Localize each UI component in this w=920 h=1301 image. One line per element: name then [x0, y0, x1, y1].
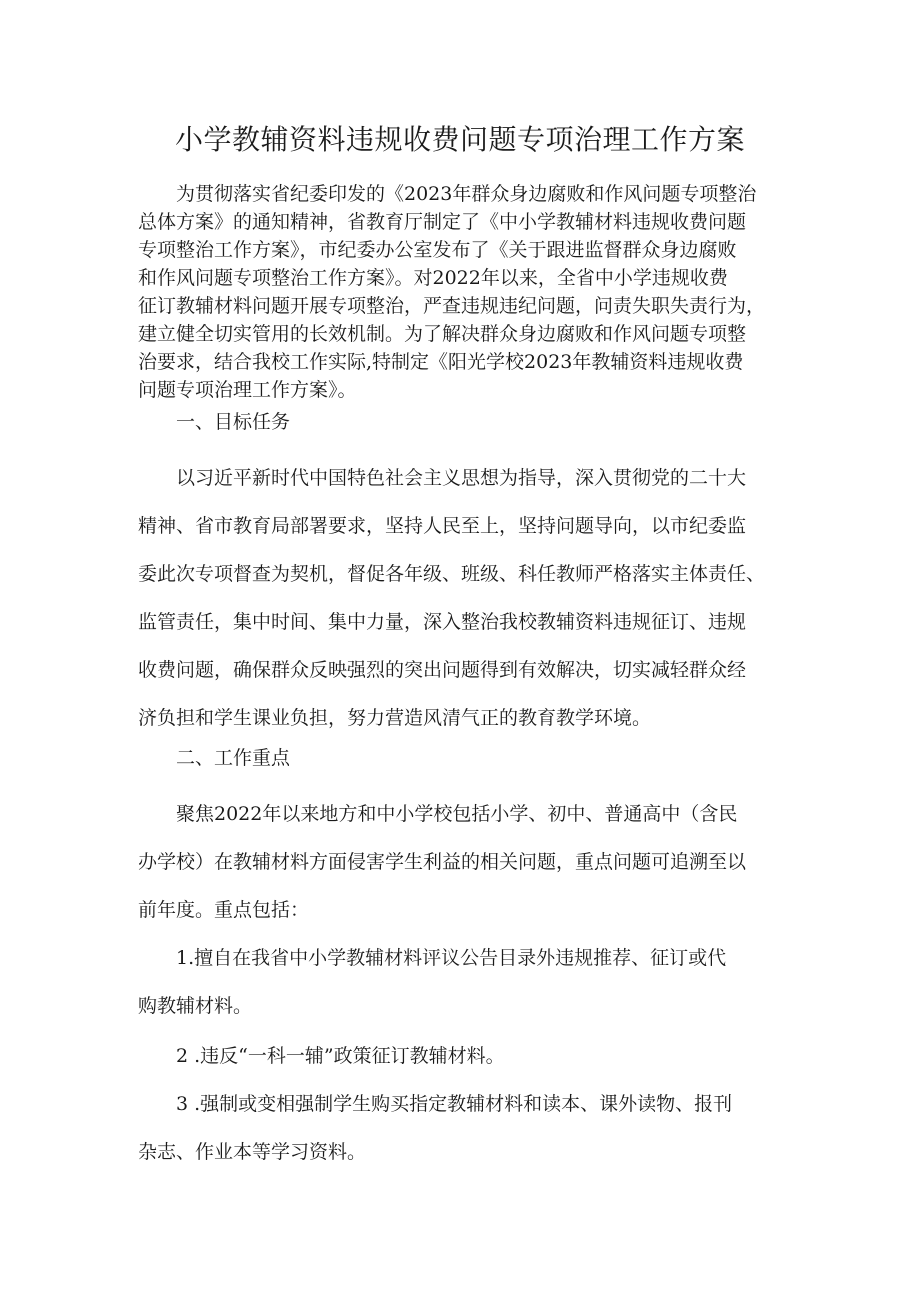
intro-line: 建立健全切实管用的长效机制。为了解决群众身边腐败和作风问题专项整 [138, 323, 747, 345]
goals-line: 济负担和学生课业负担，努力营造风清气正的教育教学环境。 [138, 707, 652, 729]
intro-line: 和作风问题专项整治工作方案》。对2022年以来，全省中小学违规收费 [138, 267, 728, 289]
item-line: 2 .违反“一科一辅”政策征订教辅材料。 [176, 1045, 505, 1067]
focus-item-3 [138, 1080, 792, 1176]
intro-line: 总体方案》的通知精神，省教育厅制定了《中小学教辅材料违规收费问题 [138, 211, 747, 233]
section-heading-goals: 一、目标任务 [176, 411, 291, 433]
goals-line: 收费问题，确保群众反映强烈的突出问题得到有效解决，切实减轻群众经 [138, 659, 747, 681]
goals-line: 监管责任，集中时间、集中力量，深入整治我校教辅资料违规征订、违规 [138, 611, 747, 633]
focus-line: 办学校）在教辅材料方面侵害学生利益的相关问题，重点问题可追溯至以 [138, 851, 747, 873]
intro-line: 治要求，结合我校工作实际,特制定《阳光学校2023年教辅资料违规收费 [138, 351, 744, 373]
goals-line: 以习近平新时代中国特色社会主义思想为指导，深入贯彻党的二十大 [176, 467, 747, 489]
goals-line: 委此次专项督查为契机，督促各年级、班级、科任教师严格落实主体责任、 [138, 563, 766, 585]
intro-line: 专项整治工作方案》，市纪委办公室发布了《关于跟进监督群众身边腐败 [138, 239, 737, 261]
item-line: 3 .强制或变相强制学生购买指定教辅材料和读本、课外读物、报刊 [176, 1093, 733, 1115]
intro-line: 征订教辅材料问题开展专项整治，严查违规违纪问题，问责失职失责行为， [138, 295, 766, 317]
item-line: 杂志、作业本等学习资料。 [138, 1141, 367, 1163]
focus-item-2 [138, 1032, 792, 1080]
goals-line: 精神、省市教育局部署要求，坚持人民至上，坚持问题导向，以市纪委监 [138, 515, 747, 537]
intro-line: 问题专项治理工作方案》。 [138, 379, 357, 401]
goals-paragraph [138, 454, 792, 742]
focus-item-1 [138, 934, 792, 1030]
focus-line: 前年度。重点包括： [138, 899, 310, 921]
section-heading-focus: 二、工作重点 [176, 747, 291, 769]
focus-paragraph [138, 790, 792, 934]
item-line: 1.擅自在我省中小学教辅材料评议公告目录外违规推荐、征订或代 [176, 947, 727, 969]
intro-line: 为贯彻落实省纪委印发的《2023年群众身边腐败和作风问题专项整治 [176, 183, 757, 205]
item-line: 购教辅材料。 [138, 995, 253, 1017]
intro-paragraph [138, 180, 792, 404]
focus-line: 聚焦2022年以来地方和中小学校包括小学、初中、普通高中（含民 [176, 803, 738, 825]
document-title: 小学教辅资料违规收费问题专项治理工作方案 [174, 123, 745, 156]
